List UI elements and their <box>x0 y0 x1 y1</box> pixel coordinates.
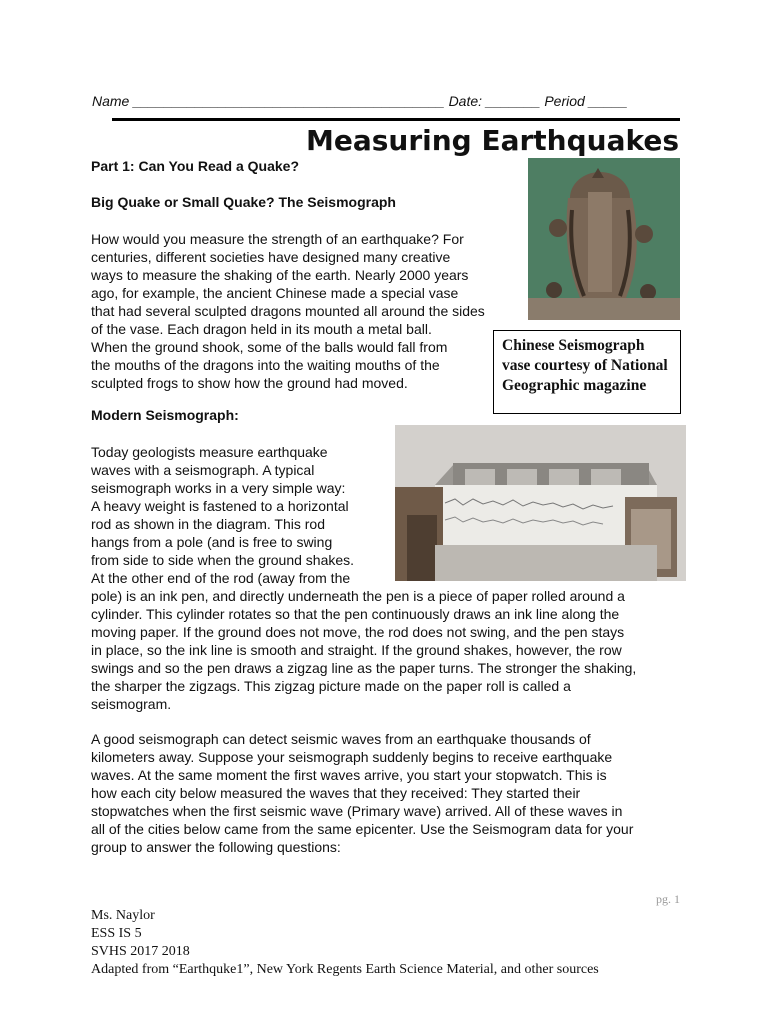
modern-paragraph <box>91 443 636 713</box>
paragraph-line: ways to measure the shaking of the earth. Nearly 2000 years <box>91 267 469 283</box>
chinese-seismograph-vase-image <box>528 158 680 320</box>
paragraph-line: pole) is an ink pen, and directly underneath the pen is a piece of paper rolled around a <box>91 588 625 604</box>
footer-line: ESS IS 5 <box>91 926 142 941</box>
paragraph-line: centuries, different societies have designed many creative <box>91 249 451 265</box>
footer-line: SVHS 2017 2018 <box>91 944 190 959</box>
paragraph-line: of the vase. Each dragon held in its mouth a metal ball. <box>91 321 432 337</box>
paragraph-line: seismogram. <box>91 696 172 712</box>
paragraph-line: At the other end of the rod (away from the <box>91 570 351 586</box>
paragraph-line: A good seismograph can detect seismic waves from an earthquake thousands of <box>91 731 591 747</box>
modern-seismograph-heading: Modern Seismograph: <box>91 407 239 423</box>
paragraph-line: sculpted frogs to show how the ground had moved. <box>91 375 408 391</box>
part1-heading: Part 1: Can You Read a Quake? <box>91 158 299 174</box>
paragraph-line: rod as shown in the diagram. This rod <box>91 516 325 532</box>
paragraph-line: the sharper the zigzags. This zigzag picture made on the paper roll is called a <box>91 678 571 694</box>
paragraph-line: hangs from a pole (and is free to swing <box>91 534 333 550</box>
paragraph-line: from side to side when the ground shakes. <box>91 552 355 568</box>
paragraph-line: A heavy weight is fastened to a horizontal <box>91 498 349 514</box>
paragraph-line: ago, for example, the ancient Chinese made a special vase <box>91 285 459 301</box>
paragraph-line: all of the cities below came from the same epicenter. Use the Seismogram data for your <box>91 821 634 837</box>
footer-line: Ms. Naylor <box>91 908 155 923</box>
paragraph-line: stopwatches when the first seismic wave (Primary wave) arrived. All of these waves in <box>91 803 623 819</box>
page-number: pg. 1 <box>656 892 680 906</box>
paragraph-line: swings and so the pen draws a zigzag line as the paper turns. The stronger the shaking, <box>91 660 637 676</box>
intro-paragraph <box>91 230 485 392</box>
paragraph-line: cylinder. This cylinder rotates so that the pen continuously draws an ink line along the <box>91 606 620 622</box>
paragraph-line: group to answer the following questions: <box>91 839 341 855</box>
paragraph-line: waves. At the same moment the first waves arrive, you start your stopwatch. This is <box>91 767 607 783</box>
paragraph-line: kilometers away. Suppose your seismograph suddenly begins to receive earthquake <box>91 749 613 765</box>
stopwatch-paragraph <box>91 730 633 856</box>
paragraph-line: how each city below measured the waves that they received: They started their <box>91 785 581 801</box>
paragraph-line: that had several sculpted dragons mounted all around the sides <box>91 303 485 319</box>
paragraph-line: seismograph works in a very simple way: <box>91 480 346 496</box>
paragraph-line: waves with a seismograph. A typical <box>91 462 315 478</box>
vase-caption-box: Chinese Seismograph vase courtesy of National Geographic magazine <box>493 330 681 414</box>
paragraph-line: the mouths of the dragons into the waiting mouths of the <box>91 357 440 373</box>
footer-line: Adapted from “Earthquke1”, New York Regents Earth Science Material, and other sources <box>91 962 599 977</box>
footer <box>91 907 599 979</box>
header-rule <box>112 118 680 121</box>
paragraph-line: in place, so the ink line is smooth and straight. If the ground shakes, however, the row <box>91 642 622 658</box>
paragraph-line: How would you measure the strength of an earthquake? For <box>91 231 464 247</box>
seismograph-subheading: Big Quake or Small Quake? The Seismograph <box>91 194 396 210</box>
name-date-period-line: Name ________________________________________ Date: _______ Period _____ <box>92 93 628 109</box>
paragraph-line: Today geologists measure earthquake <box>91 444 328 460</box>
page-title: Measuring Earthquakes <box>305 124 679 157</box>
paragraph-line: When the ground shook, some of the balls would fall from <box>91 339 448 355</box>
paragraph-line: moving paper. If the ground does not move, the rod does not swing, and the pen stays <box>91 624 625 640</box>
